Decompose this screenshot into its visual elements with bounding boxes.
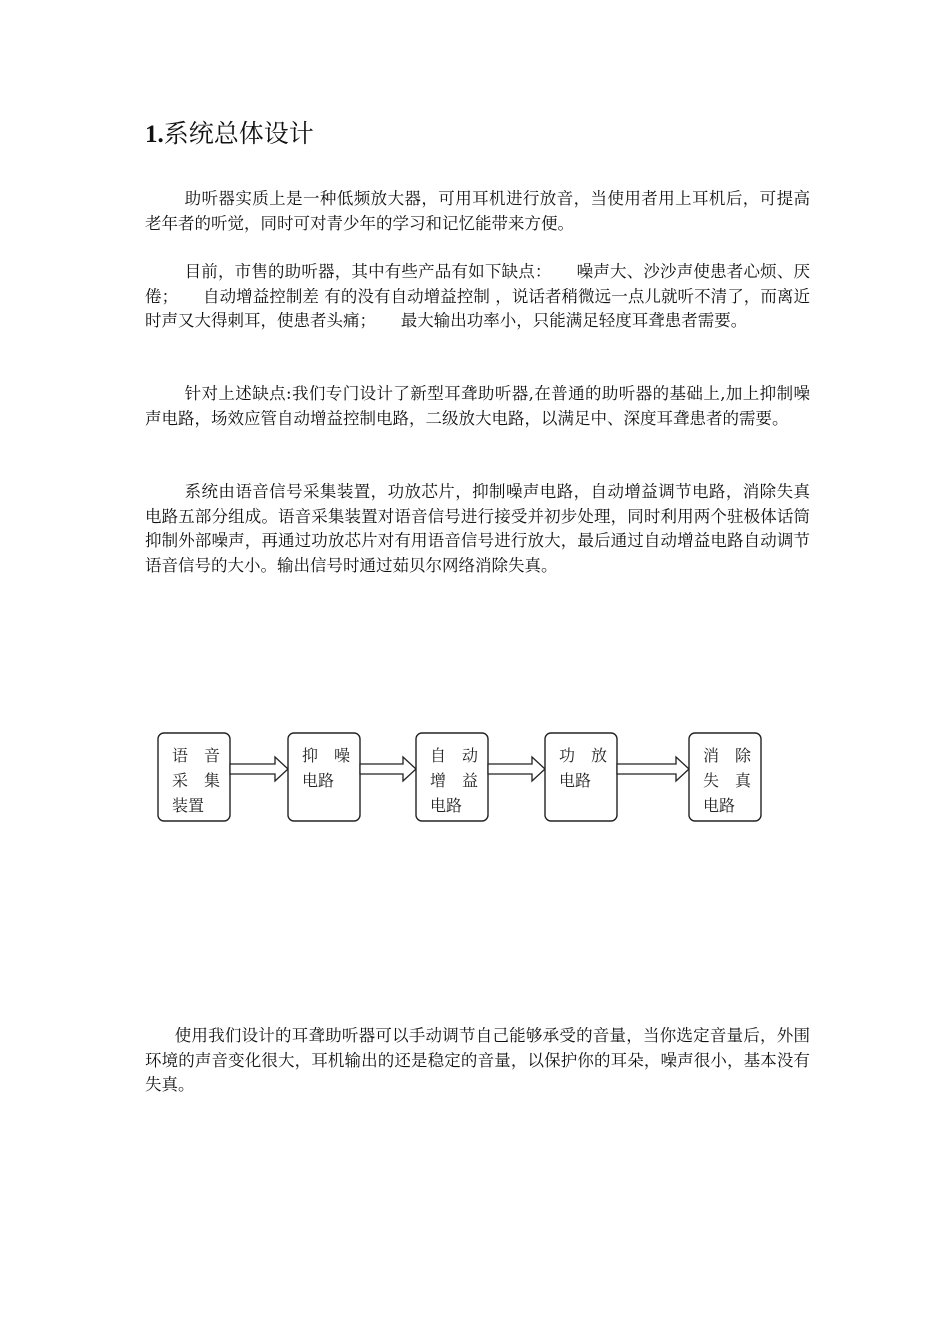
- diagram-arrow-1: [230, 757, 288, 781]
- diagram-block-label: 自 动: [430, 746, 479, 765]
- diagram-arrow-2: [360, 757, 416, 781]
- section-heading: [145, 116, 314, 153]
- diagram-block-label: 抑 噪: [302, 746, 351, 765]
- diagram-block-label: 电路: [559, 771, 592, 790]
- diagram-block-label: 失 真: [703, 771, 752, 790]
- paragraph-4: 系统由语音信号采集装置，功放芯片，抑制噪声电路，自动增益调节电路，消除失真电路五部分组成。语音采集装置对语音信号进行接受并初步处理，同时利用两个驻极体话筒抑制外部噪声，再通过功放芯片对有用语音信号进行放大，最后通过自动增益电路自动调节语音信号的大小。输出信号时通过茹贝尔网络消除失真。: [145, 482, 810, 575]
- block-diagram: [150, 725, 780, 835]
- paragraph-3: 针对上述缺点:我们专门设计了新型耳聋助听器,在普通的助听器的基础上,加上抑制噪声电路，场效应管自动增益控制电路，二级放大电路，以满足中、深度耳聋患者的需要。: [145, 384, 810, 428]
- paragraph-5: 使用我们设计的耳聋助听器可以手动调节自己能够承受的音量，当你选定音量后，外围环境的声音变化很大，耳机输出的还是稳定的音量，以保护你的耳朵，噪声很小，基本没有失真。: [145, 1026, 810, 1094]
- diagram-arrow-4: [617, 757, 689, 781]
- diagram-arrow-3: [488, 757, 545, 781]
- section-number: 1.: [145, 121, 164, 148]
- diagram-block-label: 消 除: [703, 746, 752, 765]
- diagram-block-label: 电路: [430, 796, 463, 815]
- diagram-block-label: 采 集: [172, 771, 221, 790]
- diagram-block-label: 增 益: [430, 771, 479, 790]
- paragraph-2: 目前，市售的助听器，其中有些产品有如下缺点： 噪声大、沙沙声使患者心烦、厌倦； 自动增益控制差 有的没有自动增益控制 ，说话者稍微远一点儿就听不清了，而离近时声又大得刺耳，使患者头痛； 最大输出功率小，只能满足轻度耳聋患者需要。: [145, 262, 810, 330]
- diagram-block-label: 电路: [302, 771, 335, 790]
- diagram-block-label: 装置: [172, 796, 205, 815]
- diagram-block-label: 电路: [703, 796, 736, 815]
- section-title: 系统总体设计: [163, 119, 314, 148]
- diagram-block-label: 语 音: [172, 746, 221, 765]
- diagram-block-label: 功 放: [559, 746, 608, 765]
- paragraph-1: 助听器实质上是一种低频放大器，可用耳机进行放音，当使用者用上耳机后，可提高老年者的听觉，同时可对青少年的学习和记忆能带来方便。: [145, 189, 810, 233]
